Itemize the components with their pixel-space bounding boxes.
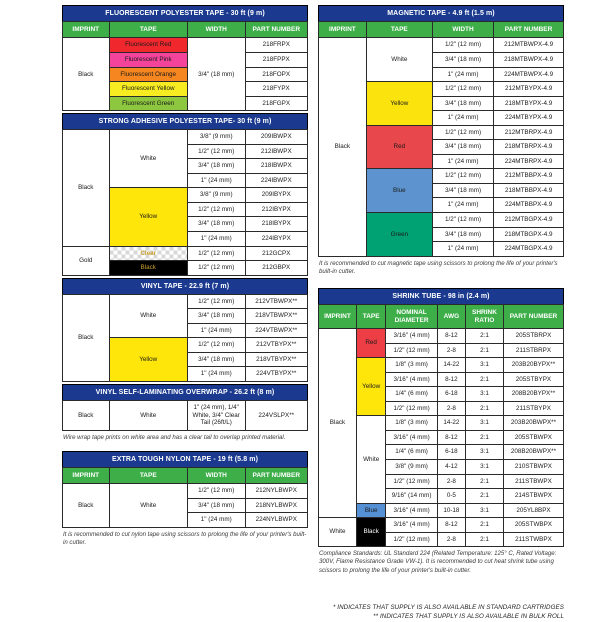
diameter-cell: 1/8" (3 mm) bbox=[386, 358, 437, 373]
part-number-cell: 218VTBYPX** bbox=[245, 352, 308, 367]
footnotes bbox=[318, 603, 564, 622]
column-header: TAPE bbox=[356, 305, 385, 329]
header-row bbox=[63, 467, 308, 483]
part-number-cell: 212IBYPX bbox=[245, 202, 308, 217]
column-header: PART NUMBER bbox=[503, 305, 563, 329]
width-cell: 3/4" (18 mm) bbox=[432, 96, 493, 111]
column-header: SHRINK RATIO bbox=[465, 305, 503, 329]
footnote-standard-cartridges: * INDICATES THAT SUPPLY IS ALSO AVAILABLE IN STANDARD CARTRIDGES bbox=[332, 603, 564, 611]
ratio-cell: 2:1 bbox=[465, 401, 503, 416]
table-row bbox=[63, 400, 308, 430]
column-header: PART NUMBER bbox=[245, 467, 308, 483]
ratio-cell: 2:1 bbox=[465, 518, 503, 533]
imprint-cell: Black bbox=[63, 38, 110, 111]
shrink-table bbox=[318, 304, 564, 547]
shrink-note: Compliance Standards: UL Standard 224 (Related Temperature: 125° C, Rated Voltage: 300V, Flame Resistance Grade VW-1). It is recommended to cut heat shrink tube using scissors to prolong the life of your printer's built-in cutter. bbox=[319, 550, 557, 574]
part-number-cell: 212MTBRPX-4.9 bbox=[494, 125, 564, 140]
width-cell: 3/4" (18 mm) bbox=[187, 159, 245, 174]
part-number-cell: 212MTBWPX-4.9 bbox=[494, 38, 564, 53]
tape-color-cell: White bbox=[356, 416, 385, 503]
column-header: IMPRINT bbox=[63, 467, 110, 483]
awg-cell: 8-12 bbox=[437, 372, 465, 387]
awg-cell: 8-12 bbox=[437, 430, 465, 445]
fluorescent-table bbox=[62, 21, 308, 111]
tape-color-cell: Green bbox=[366, 213, 432, 257]
awg-cell: 6-18 bbox=[437, 445, 465, 460]
part-number-cell: 209IBWPX bbox=[245, 130, 308, 145]
awg-cell: 2-8 bbox=[437, 474, 465, 489]
tape-color-cell: White bbox=[109, 484, 187, 528]
right-tables-mount bbox=[318, 5, 564, 575]
column-header: WIDTH bbox=[187, 467, 245, 483]
strong-adhesive-section bbox=[62, 113, 308, 275]
header-row bbox=[63, 22, 308, 38]
part-number-cell: 212NYLBWPX bbox=[245, 484, 308, 499]
self-laminating-title: VINYL SELF-LAMINATING OVERWRAP - 26.2 ft (8 m) bbox=[62, 384, 308, 400]
tape-color-cell: White bbox=[109, 400, 187, 430]
self-laminating-table bbox=[62, 400, 308, 431]
part-number-cell: 210STBWPX bbox=[503, 459, 563, 474]
tape-color-cell: Black bbox=[109, 261, 187, 276]
width-cell: 1" (24 mm) bbox=[432, 111, 493, 126]
tape-color-cell: Yellow bbox=[366, 82, 432, 126]
width-cell: 1" (24 mm) bbox=[187, 323, 245, 338]
width-cell: 1/2" (12 mm) bbox=[187, 246, 245, 261]
width-cell: 3/4" (18 mm) bbox=[187, 309, 245, 324]
column-header: IMPRINT bbox=[319, 305, 357, 329]
width-cell: 1" (24 mm) bbox=[187, 173, 245, 188]
diameter-cell: 3/16" (4 mm) bbox=[386, 503, 437, 518]
table-row bbox=[63, 38, 308, 53]
part-number-cell: 205STBRPX bbox=[503, 329, 563, 344]
tape-color-cell: Red bbox=[356, 329, 385, 358]
width-cell: 1" (24 mm) bbox=[432, 67, 493, 82]
part-number-cell: 212MTBBPX-4.9 bbox=[494, 169, 564, 184]
table-row bbox=[63, 246, 308, 261]
table-row bbox=[319, 38, 564, 53]
part-number-cell: 212GCPX bbox=[245, 246, 308, 261]
part-number-cell: 224NYLBWPX bbox=[245, 513, 308, 528]
width-cell: 1/2" (12 mm) bbox=[187, 294, 245, 309]
diameter-cell: 3/16" (4 mm) bbox=[386, 518, 437, 533]
column-header: PART NUMBER bbox=[494, 22, 564, 38]
ratio-cell: 3:1 bbox=[465, 445, 503, 460]
imprint-cell: Black bbox=[63, 484, 110, 528]
width-cell: 3/8" (9 mm) bbox=[187, 188, 245, 203]
nylon-title: EXTRA TOUGH NYLON TAPE - 19 ft (5.8 m) bbox=[62, 451, 308, 467]
diameter-cell: 1/2" (12 mm) bbox=[386, 401, 437, 416]
diameter-cell: 1/8" (3 mm) bbox=[386, 416, 437, 431]
awg-cell: 0-5 bbox=[437, 489, 465, 504]
diameter-cell: 3/16" (4 mm) bbox=[386, 372, 437, 387]
column-header: TAPE bbox=[366, 22, 432, 38]
shrink-section bbox=[318, 288, 564, 575]
strong-adhesive-table bbox=[62, 129, 308, 275]
awg-cell: 10-18 bbox=[437, 503, 465, 518]
imprint-cell: White bbox=[319, 518, 357, 547]
nylon-section bbox=[62, 451, 308, 548]
part-number-cell: 212GBPX bbox=[245, 261, 308, 276]
part-number-cell: 212IBWPX bbox=[245, 144, 308, 159]
diameter-cell: 1/4" (6 mm) bbox=[386, 445, 437, 460]
part-number-cell: 211STWBPX bbox=[503, 532, 563, 547]
diameter-cell: 1/2" (12 mm) bbox=[386, 532, 437, 547]
awg-cell: 2-8 bbox=[437, 343, 465, 358]
part-number-cell: 224IBYPX bbox=[245, 232, 308, 247]
imprint-cell: Black bbox=[319, 38, 367, 256]
fluorescent-section bbox=[62, 5, 308, 111]
ratio-cell: 2:1 bbox=[465, 430, 503, 445]
tape-color-cell: Yellow bbox=[109, 188, 187, 246]
awg-cell: 2-8 bbox=[437, 532, 465, 547]
part-number-cell: 224VTBYPX** bbox=[245, 367, 308, 382]
imprint-cell: Black bbox=[63, 130, 110, 246]
shrink-title: SHRINK TUBE - 98 in (2.4 m) bbox=[318, 288, 564, 304]
diameter-cell: 3/8" (9 mm) bbox=[386, 459, 437, 474]
ratio-cell: 2:1 bbox=[465, 329, 503, 344]
right-column bbox=[318, 5, 564, 622]
tape-color-cell: Fluorescent Yellow bbox=[109, 82, 187, 97]
table-row bbox=[63, 294, 308, 309]
imprint-cell: Gold bbox=[63, 246, 110, 275]
column-header: IMPRINT bbox=[319, 22, 367, 38]
diameter-cell: 3/16" (4 mm) bbox=[386, 430, 437, 445]
magnetic-note: It is recommended to cut magnetic tape using scissors to prolong the life of your printer's built-in cutter. bbox=[319, 259, 558, 275]
ratio-cell: 2:1 bbox=[465, 372, 503, 387]
tape-color-cell: White bbox=[366, 38, 432, 82]
part-number-cell: 203B20BWPX** bbox=[503, 416, 563, 431]
tape-color-cell: Fluorescent Red bbox=[109, 38, 187, 53]
awg-cell: 8-12 bbox=[437, 329, 465, 344]
width-cell: 3/4" (18 mm) bbox=[187, 352, 245, 367]
ratio-cell: 2:1 bbox=[465, 343, 503, 358]
width-cell: 1/2" (12 mm) bbox=[187, 484, 245, 499]
diameter-cell: 9/16" (14 mm) bbox=[386, 489, 437, 504]
part-number-cell: 218MTBRPX-4.9 bbox=[494, 140, 564, 155]
part-number-cell: 203B20BYPX** bbox=[503, 358, 563, 373]
width-cell: 1/2" (12 mm) bbox=[187, 202, 245, 217]
part-number-cell: 211STBYPX bbox=[503, 401, 563, 416]
imprint-cell: Black bbox=[63, 294, 110, 381]
width-cell: 3/4" (18 mm) bbox=[187, 217, 245, 232]
self-laminating-section bbox=[62, 384, 308, 442]
tape-color-cell: Yellow bbox=[109, 338, 187, 382]
part-number-cell: 218VTBWPX** bbox=[245, 309, 308, 324]
part-number-cell: 224IBWPX bbox=[245, 173, 308, 188]
part-number-cell: 224VSLPX** bbox=[245, 400, 308, 430]
diameter-cell: 1/4" (6 mm) bbox=[386, 387, 437, 402]
part-number-cell: 218MTBBPX-4.9 bbox=[494, 183, 564, 198]
width-cell: 1/2" (12 mm) bbox=[432, 169, 493, 184]
width-cell: 1/2" (12 mm) bbox=[432, 38, 493, 53]
width-cell: 1" (24 mm) bbox=[187, 513, 245, 528]
tape-color-cell: Clear bbox=[109, 246, 187, 261]
footnote-bulk-roll: ** INDICATES THAT SUPPLY IS ALSO AVAILABLE IN BULK ROLL bbox=[373, 613, 564, 621]
part-number-cell: 211STBRPX bbox=[503, 343, 563, 358]
part-number-cell: 218FOPX bbox=[245, 67, 308, 82]
part-number-cell: 212VTBYPX** bbox=[245, 338, 308, 353]
ratio-cell: 3:1 bbox=[465, 387, 503, 402]
part-number-cell: 214STBWPX bbox=[503, 489, 563, 504]
width-cell: 3/4" (18 mm) bbox=[187, 38, 245, 111]
part-number-cell: 209IBYPX bbox=[245, 188, 308, 203]
self-laminating-note: Wire wrap tape prints on white area and has a clear tail to overlap printed material. bbox=[63, 433, 286, 441]
width-cell: 1/2" (12 mm) bbox=[432, 213, 493, 228]
left-column bbox=[62, 5, 308, 622]
imprint-cell: Black bbox=[319, 329, 357, 518]
tape-color-cell: Red bbox=[366, 125, 432, 169]
part-number-cell: 205STBYPX bbox=[503, 372, 563, 387]
column-header: PART NUMBER bbox=[245, 22, 308, 38]
part-number-cell: 205STWBPX bbox=[503, 518, 563, 533]
vinyl-title: VINYL TAPE - 22.9 ft (7 m) bbox=[62, 278, 308, 294]
header-row bbox=[319, 305, 564, 329]
part-number-cell: 224VTBWPX** bbox=[245, 323, 308, 338]
tape-color-cell: White bbox=[109, 294, 187, 338]
ratio-cell: 2:1 bbox=[465, 489, 503, 504]
table-row bbox=[63, 484, 308, 499]
magnetic-section bbox=[318, 5, 564, 276]
width-cell: 3/4" (18 mm) bbox=[432, 183, 493, 198]
ratio-cell: 2:1 bbox=[465, 532, 503, 547]
width-cell: 1" (24 mm), 1/4" White, 3/4" Clear Tail (26ft/L) bbox=[187, 400, 245, 430]
width-cell: 3/4" (18 mm) bbox=[432, 140, 493, 155]
magnetic-table bbox=[318, 21, 564, 257]
diameter-cell: 1/2" (12 mm) bbox=[386, 343, 437, 358]
tape-color-cell: Blue bbox=[366, 169, 432, 213]
ratio-cell: 3:1 bbox=[465, 358, 503, 373]
part-number-cell: 212VTBWPX** bbox=[245, 294, 308, 309]
ratio-cell: 3:1 bbox=[465, 503, 503, 518]
part-number-cell: 218FPPX bbox=[245, 53, 308, 68]
part-number-cell: 218IBYPX bbox=[245, 217, 308, 232]
awg-cell: 14-22 bbox=[437, 358, 465, 373]
column-header: IMPRINT bbox=[63, 22, 110, 38]
nylon-note: It is recommended to cut nylon tape using scissors to prolong the life of your printer's built-in cutter. bbox=[63, 530, 307, 547]
ratio-cell: 3:1 bbox=[465, 416, 503, 431]
tape-color-cell: White bbox=[109, 130, 187, 188]
tape-color-cell: Black bbox=[356, 518, 385, 547]
left-tables-mount bbox=[62, 5, 308, 547]
width-cell: 1/2" (12 mm) bbox=[432, 125, 493, 140]
part-number-cell: 224MTBGPX-4.9 bbox=[494, 242, 564, 257]
part-number-cell: 218FYPX bbox=[245, 82, 308, 97]
awg-cell: 2-8 bbox=[437, 401, 465, 416]
part-number-cell: 205STBWPX bbox=[503, 430, 563, 445]
width-cell: 1" (24 mm) bbox=[187, 367, 245, 382]
header-row bbox=[319, 22, 564, 38]
width-cell: 1/2" (12 mm) bbox=[432, 82, 493, 97]
part-number-cell: 212MTBYPX-4.9 bbox=[494, 82, 564, 97]
tape-color-cell: Fluorescent Orange bbox=[109, 67, 187, 82]
width-cell: 3/4" (18 mm) bbox=[432, 227, 493, 242]
part-number-cell: 224MTBBPX-4.9 bbox=[494, 198, 564, 213]
magnetic-title: MAGNETIC TAPE - 4.9 ft (1.5 m) bbox=[318, 5, 564, 21]
column-header: WIDTH bbox=[187, 22, 245, 38]
vinyl-table bbox=[62, 294, 308, 382]
column-header: TAPE bbox=[109, 22, 187, 38]
diameter-cell: 1/2" (12 mm) bbox=[386, 474, 437, 489]
part-number-cell: 224MTBRPX-4.9 bbox=[494, 154, 564, 169]
part-number-cell: 205YL8BPX bbox=[503, 503, 563, 518]
awg-cell: 14-22 bbox=[437, 416, 465, 431]
column-header: NOMINAL DIAMETER bbox=[386, 305, 437, 329]
part-number-cell: 224MTBYPX-4.9 bbox=[494, 111, 564, 126]
part-number-cell: 218FRPX bbox=[245, 38, 308, 53]
width-cell: 1" (24 mm) bbox=[432, 242, 493, 257]
fluorescent-title: FLUORESCENT POLYESTER TAPE - 30 ft (9 m) bbox=[62, 5, 308, 21]
part-number-cell: 218IBWPX bbox=[245, 159, 308, 174]
awg-cell: 8-12 bbox=[437, 518, 465, 533]
width-cell: 3/4" (18 mm) bbox=[432, 53, 493, 68]
part-number-cell: 224MTBWPX-4.9 bbox=[494, 67, 564, 82]
vinyl-section bbox=[62, 278, 308, 382]
column-header: AWG bbox=[437, 305, 465, 329]
table-row bbox=[63, 130, 308, 145]
ratio-cell: 3:1 bbox=[465, 459, 503, 474]
width-cell: 3/8" (9 mm) bbox=[187, 130, 245, 145]
awg-cell: 6-18 bbox=[437, 387, 465, 402]
tape-color-cell: Fluorescent Green bbox=[109, 96, 187, 111]
part-number-cell: 218MTBYPX-4.9 bbox=[494, 96, 564, 111]
tape-color-cell: Blue bbox=[356, 503, 385, 518]
strong-adhesive-title: STRONG ADHESIVE POLYESTER TAPE- 30 ft (9 m) bbox=[62, 113, 308, 129]
tape-color-cell: Fluorescent Pink bbox=[109, 53, 187, 68]
width-cell: 1" (24 mm) bbox=[432, 198, 493, 213]
width-cell: 3/4" (18 mm) bbox=[187, 498, 245, 513]
part-number-cell: 212MTBGPX-4.9 bbox=[494, 213, 564, 228]
part-number-cell: 208B20BYPX** bbox=[503, 387, 563, 402]
imprint-cell: Black bbox=[63, 400, 110, 430]
column-header: TAPE bbox=[109, 467, 187, 483]
table-row bbox=[319, 329, 564, 344]
tape-color-cell: Yellow bbox=[356, 358, 385, 416]
part-number-cell: 218MTBWPX-4.9 bbox=[494, 53, 564, 68]
part-number-cell: 211STBWPX bbox=[503, 474, 563, 489]
width-cell: 1" (24 mm) bbox=[432, 154, 493, 169]
width-cell: 1/2" (12 mm) bbox=[187, 144, 245, 159]
part-number-cell: 218MTBGPX-4.9 bbox=[494, 227, 564, 242]
part-number-cell: 208B20BWPX** bbox=[503, 445, 563, 460]
width-cell: 1/2" (12 mm) bbox=[187, 261, 245, 276]
part-number-cell: 218NYLBWPX bbox=[245, 498, 308, 513]
width-cell: 1" (24 mm) bbox=[187, 232, 245, 247]
width-cell: 1/2" (12 mm) bbox=[187, 338, 245, 353]
ratio-cell: 2:1 bbox=[465, 474, 503, 489]
part-number-cell: 218FGPX bbox=[245, 96, 308, 111]
column-header: WIDTH bbox=[432, 22, 493, 38]
table-row bbox=[319, 518, 564, 533]
nylon-table bbox=[62, 467, 308, 528]
diameter-cell: 3/16" (4 mm) bbox=[386, 329, 437, 344]
awg-cell: 4-12 bbox=[437, 459, 465, 474]
